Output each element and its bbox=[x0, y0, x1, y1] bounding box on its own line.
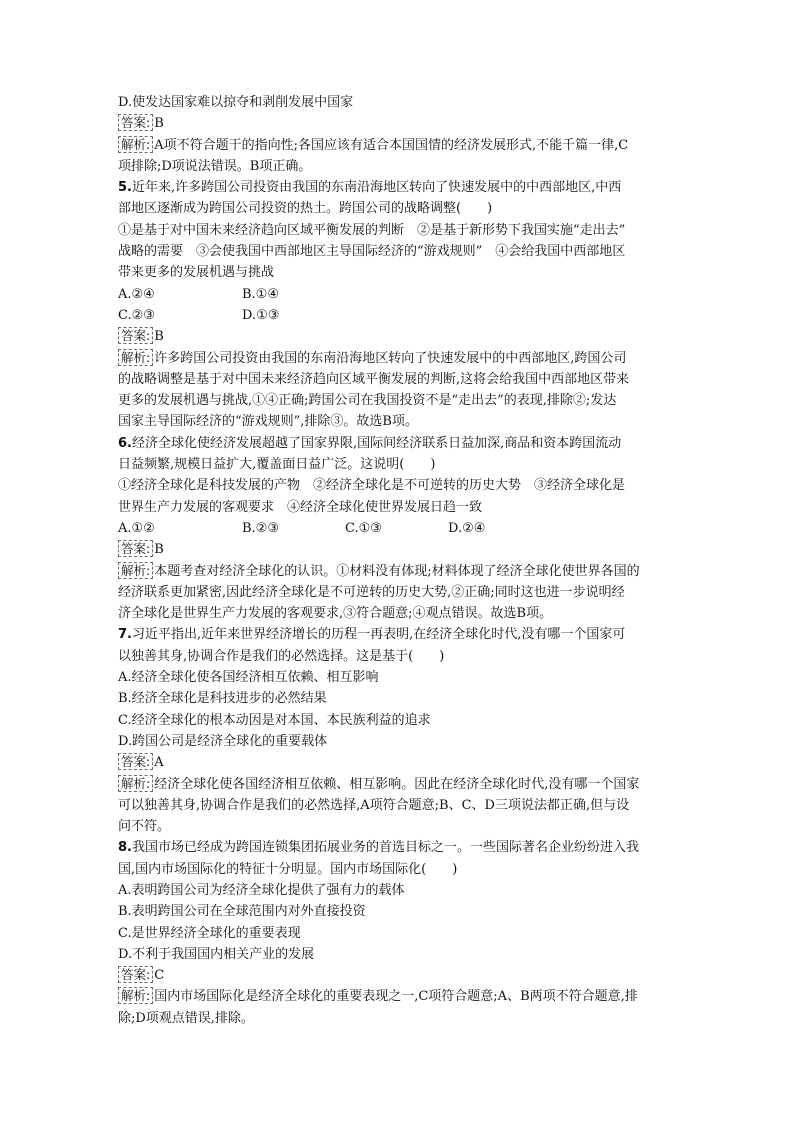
q8-option-d: D.不利于我国国内相关产业的发展 bbox=[118, 946, 315, 962]
q5-options-row-1 bbox=[118, 284, 688, 305]
q8-stem-line-1: 8.我国市场已经成为跨国连锁集团拓展业务的首选目标之一。一些国际著名企业纷纷进入我 bbox=[118, 840, 639, 856]
q6-option-b: B.②③ bbox=[242, 520, 279, 536]
q8-number: 8. bbox=[118, 840, 132, 856]
q5-option-b: B.①④ bbox=[242, 286, 279, 302]
q7-answer: A bbox=[154, 755, 164, 771]
q7-analysis-line-3: 问不符。 bbox=[118, 819, 171, 835]
q4-option-d: D.使发达国家难以掠夺和剥削发展中国家 bbox=[118, 95, 354, 110]
answer-label: 答案: bbox=[118, 114, 153, 131]
q6-stem-line-1: 6.经济全球化使经济发展超越了国家界限,国际间经济联系日益加深,商品和资本跨国流动 bbox=[118, 435, 622, 451]
q6-stem-line-2: 日益频繁,规模日益扩大,覆盖面日益广泛。这说明( ) bbox=[118, 457, 436, 473]
q8-stem-line-2: 国,国内市场国际化的特征十分明显。国内市场国际化( ) bbox=[118, 861, 458, 877]
q5-answer: B bbox=[154, 329, 164, 345]
q7-option-b: B.经济全球化是科技进步的必然结果 bbox=[118, 691, 327, 707]
document-page bbox=[118, 92, 688, 1029]
q6-answer: B bbox=[154, 542, 164, 558]
q6-number: 6. bbox=[118, 435, 132, 451]
q5-analysis-line-3: 更多的发展机遇与挑战,①④正确;跨国公司在我国投资不是“走出去”的表现,排除②;发达 bbox=[118, 393, 617, 409]
answer-label: 答案: bbox=[118, 966, 153, 983]
q8-option-b: B.表明跨国公司在全球范围内对外直接投资 bbox=[118, 904, 366, 920]
analysis-label: 解析: bbox=[118, 349, 153, 366]
q7-analysis-line-2: 可以独善其身,协调合作是我们的必然选择,A项符合题意;B、C、D三项说法都正确,但与设 bbox=[118, 797, 630, 813]
q5-stem-line-4: 战略的需要 ③会使我国中西部地区主导国际经济的“游戏规则” ④会给我国中西部地区 bbox=[118, 244, 626, 260]
q6-option-d: D.②④ bbox=[448, 520, 486, 536]
q5-analysis-line-1: 解析: 许多跨国公司投资由我国的东南沿海地区转向了快速发展中的中西部地区,跨国公司 bbox=[118, 348, 688, 369]
q7-option-a: A.经济全球化使各国经济相互依赖、相互影响 bbox=[118, 670, 379, 686]
q6-analysis-line-1: 解析: 本题考查对经济全球化的认识。①材料没有体现;材料体现了经济全球化使世界各国的 bbox=[118, 561, 688, 582]
q7-stem-line-1: 7.习近平指出,近年来世界经济增长的历程一再表明,在经济全球化时代,没有哪一个国家可 bbox=[118, 627, 626, 643]
q7-number: 7. bbox=[118, 627, 132, 643]
q5-option-d: D.①③ bbox=[242, 307, 280, 323]
q5-answer-line bbox=[118, 326, 688, 347]
q6-stem-line-4: 世界生产力发展的客观要求 ④经济全球化使世界发展日趋一致 bbox=[118, 499, 483, 515]
q4-analysis-line-2: 项排除;D项说法错误。B项正确。 bbox=[118, 158, 312, 174]
q4-answer: B bbox=[154, 116, 164, 132]
q5-stem-line-3: ①是基于对中国未来经济趋向区域平衡发展的判断 ②是基于新形势下我国实施“走出去” bbox=[118, 222, 626, 238]
q8-answer: C bbox=[154, 968, 165, 984]
q7-option-d: D.跨国公司是经济全球化的重要载体 bbox=[118, 733, 328, 749]
answer-label: 答案: bbox=[118, 540, 153, 557]
q6-options-row bbox=[118, 518, 688, 539]
q7-analysis-line-1: 解析: 经济全球化使各国经济相互依赖、相互影响。因此在经济全球化时代,没有哪一个国家 bbox=[118, 774, 688, 795]
q7-stem-line-2: 以独善其身,协调合作是我们的必然选择。这是基于( ) bbox=[118, 648, 445, 664]
q5-stem-line-5: 带来更多的发展机遇与挑战 bbox=[118, 265, 275, 281]
analysis-label: 解析: bbox=[118, 775, 153, 792]
analysis-label: 解析: bbox=[118, 136, 153, 153]
q8-analysis-line-2: 除;D项观点错误,排除。 bbox=[118, 1010, 254, 1026]
q5-analysis-line-2: 的战略调整是基于对中国未来经济趋向区域平衡发展的判断,这将会给我国中西部地区带来 bbox=[118, 371, 630, 387]
q5-option-c: C.②③ bbox=[118, 307, 155, 323]
q6-analysis-line-3: 济全球化是世界生产力发展的客观要求,③符合题意;④观点错误。故选B项。 bbox=[118, 606, 553, 622]
analysis-label: 解析: bbox=[118, 562, 153, 579]
q5-stem-line-1: 5.近年来,许多跨国公司投资由我国的东南沿海地区转向了快速发展中的中西部地区,中西 bbox=[118, 180, 622, 196]
q8-option-c: C.是世界经济全球化的重要表现 bbox=[118, 925, 301, 941]
answer-label: 答案: bbox=[118, 753, 153, 770]
answer-label: 答案: bbox=[118, 327, 153, 344]
q6-stem-line-3: ①经济全球化是科技发展的产物 ②经济全球化是不可逆转的历史大势 ③经济全球化是 bbox=[118, 478, 626, 494]
q8-answer-line bbox=[118, 965, 688, 986]
q6-option-c: C.①③ bbox=[345, 520, 382, 536]
q7-option-c: C.经济全球化的根本动因是对本国、本民族利益的追求 bbox=[118, 712, 431, 728]
q5-stem-line-2: 部地区逐渐成为跨国公司投资的热土。跨国公司的战略调整( ) bbox=[118, 201, 493, 217]
q5-option-a: A.②④ bbox=[118, 286, 155, 302]
q8-option-a: A.表明跨国公司为经济全球化提供了强有力的载体 bbox=[118, 882, 405, 898]
q4-answer-line bbox=[118, 113, 688, 134]
analysis-label: 解析: bbox=[118, 987, 153, 1004]
q8-analysis-line-1: 解析: 国内市场国际化是经济全球化的重要表现之一,C项符合题意;A、B两项不符合题意,排 bbox=[118, 986, 688, 1007]
q6-answer-line bbox=[118, 539, 688, 560]
q5-options-row-2 bbox=[118, 305, 688, 326]
q6-analysis-line-2: 经济联系更加紧密,因此经济全球化是不可逆转的历史大势,②正确;同时这也进一步说明经 bbox=[118, 584, 625, 600]
q7-answer-line bbox=[118, 752, 688, 773]
q4-analysis-line-1: 解析: A项不符合题干的指向性;各国应该有适合本国国情的经济发展形式,不能千篇一律,C bbox=[118, 135, 688, 156]
q5-analysis-line-4: 国家主导国际经济的“游戏规则”,排除③。故选B项。 bbox=[118, 414, 418, 430]
q6-option-a: A.①② bbox=[118, 520, 155, 536]
q5-number: 5. bbox=[118, 180, 132, 196]
